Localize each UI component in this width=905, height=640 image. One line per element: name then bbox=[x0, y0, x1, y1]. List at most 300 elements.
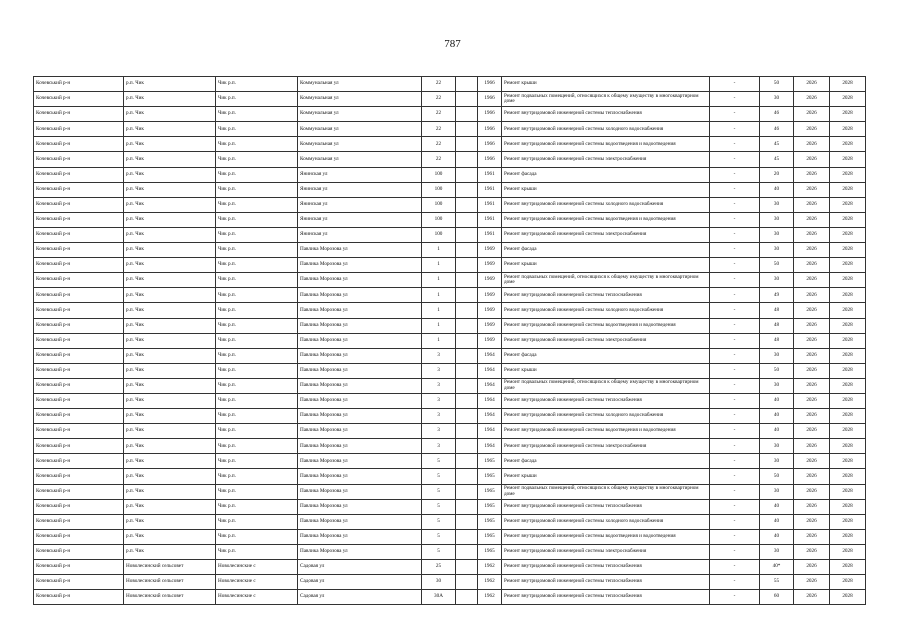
cell-cost: 30 bbox=[760, 273, 794, 288]
cell-settlement: р.п. Чик bbox=[124, 378, 216, 393]
cell-blank: - bbox=[710, 529, 760, 544]
cell-locality: Чик р.п. bbox=[216, 273, 298, 288]
table-row bbox=[34, 469, 866, 484]
cell-house-number: 1 bbox=[422, 333, 456, 348]
cell-settlement: р.п. Чик bbox=[124, 197, 216, 212]
cell-year-built: 1962 bbox=[478, 590, 502, 605]
table-row bbox=[34, 575, 866, 590]
cell-building bbox=[456, 454, 478, 469]
table-row bbox=[34, 107, 866, 122]
cell-building bbox=[456, 152, 478, 167]
cell-work-type: Ремонт фасада bbox=[502, 243, 710, 258]
cell-house-number: 30 bbox=[422, 575, 456, 590]
cell-district: Кочевський р-н bbox=[34, 499, 124, 514]
cell-year-start: 2026 bbox=[794, 348, 830, 363]
cell-year-built: 1964 bbox=[478, 439, 502, 454]
cell-year-end: 2028 bbox=[830, 544, 866, 559]
cell-blank: - bbox=[710, 590, 760, 605]
cell-locality: Чик р.п. bbox=[216, 424, 298, 439]
cell-work-type: Ремонт внутридомовой инженерной системы электроснабжения bbox=[502, 439, 710, 454]
cell-district: Кочевський р-н bbox=[34, 197, 124, 212]
cell-street: Павлика Морозова ул bbox=[298, 243, 422, 258]
cell-blank: - bbox=[710, 273, 760, 288]
cell-year-built: 1966 bbox=[478, 107, 502, 122]
cell-year-end: 2028 bbox=[830, 122, 866, 137]
cell-year-end: 2028 bbox=[830, 590, 866, 605]
cell-locality: Чик р.п. bbox=[216, 529, 298, 544]
cell-building bbox=[456, 107, 478, 122]
cell-house-number: 1 bbox=[422, 288, 456, 303]
cell-settlement: р.п. Чик bbox=[124, 77, 216, 92]
cell-settlement: р.п. Чик bbox=[124, 439, 216, 454]
cell-year-end: 2028 bbox=[830, 424, 866, 439]
cell-year-built: 1966 bbox=[478, 122, 502, 137]
cell-year-end: 2028 bbox=[830, 152, 866, 167]
cell-building bbox=[456, 409, 478, 424]
cell-cost: 40 bbox=[760, 409, 794, 424]
cell-house-number: 5 bbox=[422, 469, 456, 484]
cell-year-end: 2028 bbox=[830, 484, 866, 499]
cell-work-type: Ремонт внутридомовой инженерной системы теплоснабжения bbox=[502, 288, 710, 303]
cell-district: Кочевський р-н bbox=[34, 469, 124, 484]
cell-blank: - bbox=[710, 484, 760, 499]
table-row bbox=[34, 182, 866, 197]
cell-settlement: р.п. Чик bbox=[124, 348, 216, 363]
cell-blank: - bbox=[710, 514, 760, 529]
cell-work-type: Ремонт внутридомовой инженерной системы электроснабжения bbox=[502, 544, 710, 559]
cell-district: Кочевський р-н bbox=[34, 333, 124, 348]
cell-year-start: 2026 bbox=[794, 137, 830, 152]
cell-house-number: 1 bbox=[422, 243, 456, 258]
cell-house-number: 100 bbox=[422, 182, 456, 197]
cell-blank: - bbox=[710, 544, 760, 559]
cell-building bbox=[456, 288, 478, 303]
cell-blank: - bbox=[710, 137, 760, 152]
cell-house-number: 1 bbox=[422, 258, 456, 273]
cell-year-end: 2028 bbox=[830, 303, 866, 318]
cell-cost: 40 bbox=[760, 182, 794, 197]
cell-locality: Чик р.п. bbox=[216, 92, 298, 107]
cell-settlement: р.п. Чик bbox=[124, 243, 216, 258]
cell-house-number: 100 bbox=[422, 197, 456, 212]
cell-street: Коммунальная ул bbox=[298, 152, 422, 167]
cell-blank: - bbox=[710, 258, 760, 273]
cell-year-start: 2026 bbox=[794, 258, 830, 273]
table-row bbox=[34, 122, 866, 137]
cell-street: Павлика Морозова ул bbox=[298, 288, 422, 303]
table-row bbox=[34, 378, 866, 393]
cell-building bbox=[456, 575, 478, 590]
cell-locality: Чик р.п. bbox=[216, 227, 298, 242]
table-row bbox=[34, 92, 866, 107]
cell-house-number: 3 bbox=[422, 439, 456, 454]
cell-cost: 30 bbox=[760, 197, 794, 212]
cell-settlement: р.п. Чик bbox=[124, 409, 216, 424]
cell-house-number: 25 bbox=[422, 560, 456, 575]
cell-locality: Чик р.п. bbox=[216, 122, 298, 137]
cell-house-number: 1 bbox=[422, 303, 456, 318]
cell-house-number: 3 bbox=[422, 363, 456, 378]
cell-street: Павлика Морозова ул bbox=[298, 439, 422, 454]
cell-building bbox=[456, 303, 478, 318]
cell-blank: - bbox=[710, 439, 760, 454]
table-row bbox=[34, 318, 866, 333]
cell-year-end: 2028 bbox=[830, 227, 866, 242]
cell-district: Кочевський р-н bbox=[34, 393, 124, 408]
cell-settlement: р.п. Чик bbox=[124, 363, 216, 378]
cell-settlement: р.п. Чик bbox=[124, 529, 216, 544]
cell-year-built: 1965 bbox=[478, 469, 502, 484]
cell-locality: Чик р.п. bbox=[216, 182, 298, 197]
cell-building bbox=[456, 484, 478, 499]
cell-locality: Чик р.п. bbox=[216, 409, 298, 424]
cell-building bbox=[456, 529, 478, 544]
cell-year-start: 2026 bbox=[794, 499, 830, 514]
cell-blank: - bbox=[710, 378, 760, 393]
cell-work-type: Ремонт внутридомовой инженерной системы холодного водоснабжения bbox=[502, 197, 710, 212]
cell-street: Павлика Морозова ул bbox=[298, 469, 422, 484]
cell-year-built: 1961 bbox=[478, 227, 502, 242]
cell-blank: - bbox=[710, 288, 760, 303]
cell-year-built: 1969 bbox=[478, 243, 502, 258]
table-row bbox=[34, 227, 866, 242]
cell-year-start: 2026 bbox=[794, 182, 830, 197]
cell-year-start: 2026 bbox=[794, 378, 830, 393]
cell-year-built: 1966 bbox=[478, 152, 502, 167]
cell-work-type: Ремонт внутридомовой инженерной системы водоотведения и водоотведения bbox=[502, 137, 710, 152]
cell-district: Кочевський р-н bbox=[34, 348, 124, 363]
cell-year-built: 1965 bbox=[478, 514, 502, 529]
cell-street: Янинская ул bbox=[298, 197, 422, 212]
cell-street: Янинская ул bbox=[298, 167, 422, 182]
cell-settlement: р.п. Чик bbox=[124, 212, 216, 227]
table-row bbox=[34, 590, 866, 605]
cell-locality: Чик р.п. bbox=[216, 258, 298, 273]
cell-locality: Чик р.п. bbox=[216, 152, 298, 167]
cell-settlement: р.п. Чик bbox=[124, 273, 216, 288]
table-row bbox=[34, 544, 866, 559]
cell-year-built: 1969 bbox=[478, 303, 502, 318]
cell-year-end: 2028 bbox=[830, 288, 866, 303]
cell-year-end: 2028 bbox=[830, 182, 866, 197]
cell-work-type: Ремонт внутридомовой инженерной системы теплоснабжения bbox=[502, 499, 710, 514]
cell-year-built: 1962 bbox=[478, 575, 502, 590]
cell-district: Кочевський р-н bbox=[34, 424, 124, 439]
cell-district: Кочевський р-н bbox=[34, 167, 124, 182]
cell-year-start: 2026 bbox=[794, 529, 830, 544]
cell-settlement: р.п. Чик bbox=[124, 258, 216, 273]
cell-year-end: 2028 bbox=[830, 499, 866, 514]
cell-locality: Чик р.п. bbox=[216, 393, 298, 408]
table-row bbox=[34, 560, 866, 575]
cell-locality: Чик р.п. bbox=[216, 439, 298, 454]
cell-year-end: 2028 bbox=[830, 212, 866, 227]
cell-blank: - bbox=[710, 363, 760, 378]
cell-year-built: 1965 bbox=[478, 454, 502, 469]
cell-street: Коммунальная ул bbox=[298, 77, 422, 92]
cell-locality: Чик р.п. bbox=[216, 469, 298, 484]
table-row bbox=[34, 288, 866, 303]
cell-blank: - bbox=[710, 469, 760, 484]
cell-year-start: 2026 bbox=[794, 288, 830, 303]
cell-work-type: Ремонт внутридомовой инженерной системы холодного водоснабжения bbox=[502, 122, 710, 137]
cell-cost: 30 bbox=[760, 92, 794, 107]
cell-cost: 50 bbox=[760, 258, 794, 273]
cell-street: Павлика Морозова ул bbox=[298, 318, 422, 333]
cell-year-built: 1964 bbox=[478, 348, 502, 363]
cell-year-end: 2028 bbox=[830, 560, 866, 575]
cell-year-end: 2028 bbox=[830, 348, 866, 363]
cell-year-start: 2026 bbox=[794, 424, 830, 439]
cell-district: Кочевський р-н bbox=[34, 544, 124, 559]
cell-street: Павлика Морозова ул bbox=[298, 424, 422, 439]
cell-district: Кочевський р-н bbox=[34, 454, 124, 469]
cell-street: Янинская ул bbox=[298, 212, 422, 227]
cell-year-start: 2026 bbox=[794, 197, 830, 212]
table-row bbox=[34, 514, 866, 529]
cell-cost: 40* bbox=[760, 560, 794, 575]
cell-year-end: 2028 bbox=[830, 243, 866, 258]
cell-district: Кочевський р-н bbox=[34, 590, 124, 605]
table-row bbox=[34, 243, 866, 258]
cell-house-number: 22 bbox=[422, 77, 456, 92]
cell-settlement: р.п. Чик bbox=[124, 92, 216, 107]
cell-cost: 30 bbox=[760, 212, 794, 227]
cell-work-type: Ремонт крыши bbox=[502, 258, 710, 273]
table-row bbox=[34, 363, 866, 378]
cell-locality: Чик р.п. bbox=[216, 363, 298, 378]
cell-locality: Чик р.п. bbox=[216, 544, 298, 559]
cell-house-number: 5 bbox=[422, 529, 456, 544]
cell-locality: Чик р.п. bbox=[216, 454, 298, 469]
cell-blank: - bbox=[710, 318, 760, 333]
cell-street: Коммунальная ул bbox=[298, 92, 422, 107]
cell-settlement: р.п. Чик bbox=[124, 424, 216, 439]
cell-blank: - bbox=[710, 393, 760, 408]
cell-district: Кочевський р-н bbox=[34, 258, 124, 273]
cell-building bbox=[456, 439, 478, 454]
cell-district: Кочевський р-н bbox=[34, 137, 124, 152]
cell-locality: Чик р.п. bbox=[216, 137, 298, 152]
cell-street: Павлика Морозова ул bbox=[298, 348, 422, 363]
cell-building bbox=[456, 424, 478, 439]
cell-district: Кочевський р-н bbox=[34, 92, 124, 107]
cell-settlement: р.п. Чик bbox=[124, 303, 216, 318]
cell-cost: 48 bbox=[760, 318, 794, 333]
cell-house-number: 5 bbox=[422, 484, 456, 499]
table-row bbox=[34, 499, 866, 514]
table-row bbox=[34, 197, 866, 212]
cell-cost: 40 bbox=[760, 424, 794, 439]
cell-building bbox=[456, 514, 478, 529]
cell-work-type: Ремонт внутридомовой инженерной системы водоотведения и водоотведения bbox=[502, 212, 710, 227]
cell-year-start: 2026 bbox=[794, 409, 830, 424]
cell-work-type: Ремонт внутридомовой инженерной системы водоотведения и водоотведения bbox=[502, 424, 710, 439]
cell-year-start: 2026 bbox=[794, 439, 830, 454]
cell-cost: 30 bbox=[760, 454, 794, 469]
cell-district: Кочевський р-н bbox=[34, 560, 124, 575]
table-row bbox=[34, 137, 866, 152]
cell-locality: Чик р.п. bbox=[216, 318, 298, 333]
cell-year-end: 2028 bbox=[830, 409, 866, 424]
cell-year-end: 2028 bbox=[830, 107, 866, 122]
cell-cost: 40 bbox=[760, 514, 794, 529]
cell-work-type: Ремонт внутридомовой инженерной системы теплоснабжения bbox=[502, 107, 710, 122]
cell-work-type: Ремонт фасада bbox=[502, 167, 710, 182]
cell-settlement: Новолесинский сельсовет bbox=[124, 590, 216, 605]
table-row bbox=[34, 454, 866, 469]
cell-settlement: р.п. Чик bbox=[124, 107, 216, 122]
cell-settlement: р.п. Чик bbox=[124, 152, 216, 167]
table-row bbox=[34, 152, 866, 167]
cell-work-type: Ремонт внутридомовой инженерной системы холодного водоснабжения bbox=[502, 514, 710, 529]
cell-house-number: 5 bbox=[422, 514, 456, 529]
cell-year-end: 2028 bbox=[830, 378, 866, 393]
cell-locality: Чик р.п. bbox=[216, 197, 298, 212]
cell-settlement: р.п. Чик bbox=[124, 484, 216, 499]
cell-district: Кочевський р-н bbox=[34, 409, 124, 424]
table-row bbox=[34, 439, 866, 454]
table-row bbox=[34, 484, 866, 499]
cell-cost: 50 bbox=[760, 77, 794, 92]
table-row bbox=[34, 212, 866, 227]
cell-year-start: 2026 bbox=[794, 575, 830, 590]
cell-blank: - bbox=[710, 575, 760, 590]
cell-locality: Чик р.п. bbox=[216, 107, 298, 122]
cell-year-built: 1965 bbox=[478, 529, 502, 544]
cell-district: Кочевський р-н bbox=[34, 303, 124, 318]
cell-street: Павлика Морозова ул bbox=[298, 484, 422, 499]
cell-cost: 50 bbox=[760, 469, 794, 484]
cell-district: Кочевський р-н bbox=[34, 378, 124, 393]
cell-year-built: 1969 bbox=[478, 318, 502, 333]
cell-blank: - bbox=[710, 167, 760, 182]
cell-locality: Чик р.п. bbox=[216, 348, 298, 363]
cell-settlement: р.п. Чик bbox=[124, 318, 216, 333]
cell-blank: - bbox=[710, 107, 760, 122]
cell-settlement: р.п. Чик bbox=[124, 227, 216, 242]
cell-locality: Чик р.п. bbox=[216, 243, 298, 258]
cell-work-type: Ремонт внутридомовой инженерной системы теплоснабжения bbox=[502, 590, 710, 605]
cell-blank: - bbox=[710, 560, 760, 575]
cell-house-number: 22 bbox=[422, 152, 456, 167]
cell-building bbox=[456, 122, 478, 137]
cell-cost: 48 bbox=[760, 333, 794, 348]
cell-settlement: р.п. Чик bbox=[124, 454, 216, 469]
cell-work-type: Ремонт внутридомовой инженерной системы электроснабжения bbox=[502, 227, 710, 242]
cell-street: Павлика Морозова ул bbox=[298, 258, 422, 273]
cell-district: Кочевський р-н bbox=[34, 243, 124, 258]
cell-district: Кочевський р-н bbox=[34, 439, 124, 454]
cell-building bbox=[456, 499, 478, 514]
cell-year-start: 2026 bbox=[794, 212, 830, 227]
cell-locality: Новолесинские с bbox=[216, 590, 298, 605]
cell-house-number: 100 bbox=[422, 167, 456, 182]
cell-settlement: р.п. Чик bbox=[124, 167, 216, 182]
cell-street: Павлика Морозова ул bbox=[298, 514, 422, 529]
cell-year-built: 1969 bbox=[478, 333, 502, 348]
cell-work-type: Ремонт внутридомовой инженерной системы холодного водоснабжения bbox=[502, 409, 710, 424]
cell-street: Янинская ул bbox=[298, 227, 422, 242]
cell-year-start: 2026 bbox=[794, 333, 830, 348]
cell-building bbox=[456, 197, 478, 212]
cell-work-type: Ремонт внутридомовой инженерной системы теплоснабжения bbox=[502, 393, 710, 408]
cell-year-end: 2028 bbox=[830, 77, 866, 92]
cell-street: Садовая ул bbox=[298, 590, 422, 605]
cell-house-number: 22 bbox=[422, 92, 456, 107]
cell-year-end: 2028 bbox=[830, 439, 866, 454]
cell-locality: Чик р.п. bbox=[216, 484, 298, 499]
cell-district: Кочевський р-н bbox=[34, 318, 124, 333]
cell-blank: - bbox=[710, 77, 760, 92]
cell-work-type: Ремонт крыши bbox=[502, 77, 710, 92]
cell-house-number: 3 bbox=[422, 409, 456, 424]
cell-street: Коммунальная ул bbox=[298, 137, 422, 152]
cell-building bbox=[456, 227, 478, 242]
cell-year-start: 2026 bbox=[794, 107, 830, 122]
cell-street: Павлика Морозова ул bbox=[298, 409, 422, 424]
cell-year-end: 2028 bbox=[830, 575, 866, 590]
cell-year-end: 2028 bbox=[830, 469, 866, 484]
cell-year-start: 2026 bbox=[794, 77, 830, 92]
cell-district: Кочевський р-н bbox=[34, 227, 124, 242]
cell-house-number: 3 bbox=[422, 348, 456, 363]
cell-blank: - bbox=[710, 454, 760, 469]
cell-house-number: 22 bbox=[422, 107, 456, 122]
cell-street: Садовая ул bbox=[298, 575, 422, 590]
table-row bbox=[34, 77, 866, 92]
cell-year-built: 1969 bbox=[478, 273, 502, 288]
cell-settlement: р.п. Чик bbox=[124, 544, 216, 559]
cell-year-end: 2028 bbox=[830, 514, 866, 529]
cell-district: Кочевський р-н bbox=[34, 529, 124, 544]
cell-year-end: 2028 bbox=[830, 167, 866, 182]
cell-year-end: 2028 bbox=[830, 363, 866, 378]
cell-building bbox=[456, 590, 478, 605]
cell-year-start: 2026 bbox=[794, 122, 830, 137]
cell-locality: Чик р.п. bbox=[216, 514, 298, 529]
cell-building bbox=[456, 182, 478, 197]
cell-year-start: 2026 bbox=[794, 363, 830, 378]
cell-year-end: 2028 bbox=[830, 137, 866, 152]
cell-blank: - bbox=[710, 227, 760, 242]
cell-blank: - bbox=[710, 243, 760, 258]
cell-year-end: 2028 bbox=[830, 333, 866, 348]
cell-year-end: 2028 bbox=[830, 258, 866, 273]
cell-year-end: 2028 bbox=[830, 92, 866, 107]
cell-blank: - bbox=[710, 122, 760, 137]
table-row bbox=[34, 348, 866, 363]
cell-locality: Новолесинские с bbox=[216, 560, 298, 575]
table-row bbox=[34, 393, 866, 408]
cell-blank: - bbox=[710, 197, 760, 212]
cell-building bbox=[456, 469, 478, 484]
cell-year-built: 1964 bbox=[478, 424, 502, 439]
cell-locality: Чик р.п. bbox=[216, 167, 298, 182]
cell-building bbox=[456, 363, 478, 378]
cell-blank: - bbox=[710, 212, 760, 227]
cell-blank: - bbox=[710, 409, 760, 424]
cell-work-type: Ремонт крыши bbox=[502, 363, 710, 378]
table-row bbox=[34, 529, 866, 544]
cell-year-built: 1961 bbox=[478, 212, 502, 227]
cell-district: Кочевський р-н bbox=[34, 288, 124, 303]
cell-street: Павлика Морозова ул bbox=[298, 454, 422, 469]
cell-year-start: 2026 bbox=[794, 514, 830, 529]
cell-cost: 20 bbox=[760, 167, 794, 182]
cell-house-number: 5 bbox=[422, 544, 456, 559]
cell-house-number: 1 bbox=[422, 273, 456, 288]
